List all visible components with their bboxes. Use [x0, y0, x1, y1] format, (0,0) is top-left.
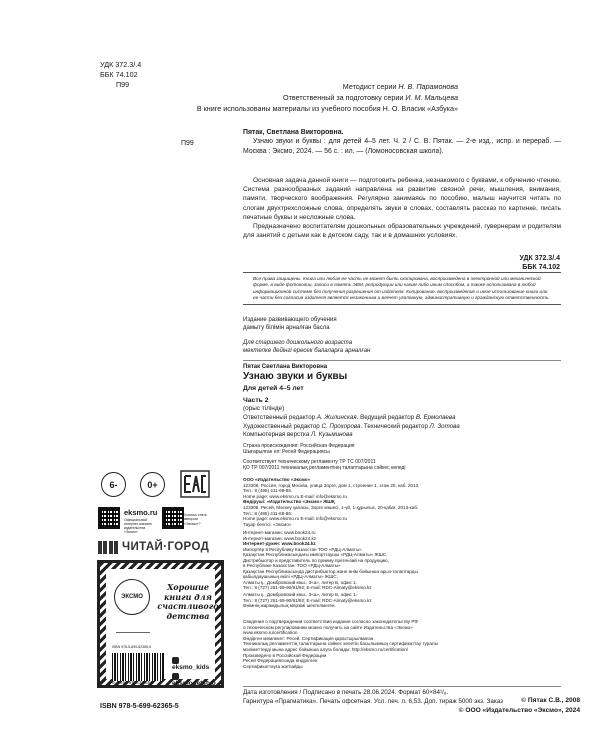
trademark: Тауар белгісі: «Эксмо» — [243, 521, 292, 527]
cert-line: о техническом регулировании можно получить на сайте Издательства «Эксмо» — [243, 624, 413, 630]
publisher-web: Home page: www.eksmo.ru E-mail: info@eksmo.ru — [243, 493, 347, 499]
publisher-web-kz: Home page: www.eksmo.ru E-mail: info@eksmo.ru — [243, 516, 347, 522]
methodist-line: Методист серии Н. В. Парамонова — [342, 82, 458, 91]
copyright-author: © Пятак С.В., 2008 — [521, 697, 580, 704]
country-of-origin — [243, 443, 561, 456]
bbk-code-right: ББК 74.102 — [522, 264, 560, 271]
cert-line: www.eksmo.ru/certification — [243, 630, 298, 636]
almaty-line: Өнімнің жарамдылық мерзімі шектелмеген. — [243, 603, 336, 608]
print-specs: Гарнитура «Прагматика». Печать офсетная. Усл. печ. л. 6,53. Доп. тираж 5000 экз. Заказ — [243, 697, 504, 705]
bibliographic-code: П99 — [181, 140, 194, 147]
distrib-line: қабылдаушының өкілі «РДЦ-Алматы» ЖШС, — [243, 574, 338, 579]
publisher-name-kz: Өндіруші: «Издательство «Эксмо» ЖШҚ — [243, 499, 335, 505]
distrib-line: Импортёр в Республику Казахстан ТОО «РДЦ-Алматы». — [243, 546, 363, 552]
author-qr-label: Хочешь стать автором «Эксмо»? — [184, 513, 207, 526]
distrib-line: Интернет-магазин: www.book24.ru — [243, 530, 316, 535]
tr-kz: ҚО ТР 007/2011 техникалық регламентінің талаптарына сәйкес келеді — [243, 465, 406, 472]
rights-notice-text: Все права защищены. Книга или любая ее часть не может быть скопирована, воспроизведена в электронной или механической форме, в виде фотокопии, записи в память ЭВМ, репродукции или каким-либо иным способом, а также использована в любой информационной системе без получения разрешения от издателя. Копирование, воспроизведение и иное использование книги или ее части без согласия издателя является незаконным и влечет уголовную, административную и гражданскую ответственность. — [253, 276, 550, 300]
isbn-main: ISBN 978-5-699-62365-5 — [100, 703, 179, 710]
cert-line: Сведения о подтверждении соответствия издания согласно законодательству РФ — [243, 619, 418, 624]
copyright-publisher: © ООО «Издательство «Эксмо», 2024 — [458, 707, 580, 714]
edition-ru: Издание развивающего обучения — [243, 317, 337, 323]
book-title: Узнаю звуки и буквы — [243, 371, 348, 382]
bibliographic-record — [181, 128, 561, 156]
tech-regulation — [243, 459, 561, 472]
udk-code-right: УДК 372.3/.4 — [519, 255, 560, 262]
udk-code: УДК 372.3/.4 — [100, 60, 142, 69]
language-note: (орыс тілінде) — [243, 405, 285, 412]
cert-line: Ресей Федерациясында өндірілген — [243, 658, 318, 664]
qr-code-author-icon[interactable] — [162, 507, 184, 529]
good-books-slogan: Хорошие книги для счастливого детства — [157, 582, 219, 621]
qr-code-icon[interactable] — [98, 507, 120, 529]
audience-kz: мектепке дейінгі ересек балаларға арналған — [243, 348, 371, 354]
editors-line-2: Художественный редактор С. Прохорова. Технический редактор Л. Зотова — [243, 422, 460, 430]
rights-notice — [243, 272, 561, 305]
distrib-line: Дистрибьютор и представитель по приему претензий на продукцию, — [243, 557, 389, 563]
almaty-office — [243, 592, 561, 609]
eksmo-kids-social[interactable]: eksmo_kids — [172, 657, 215, 671]
cert-line: мәліметтерді мына адрес бойынша алуға болады: http://eksmo.ru/certification/ — [243, 646, 409, 652]
good-books-box — [97, 560, 224, 688]
edition-kz: дамыту білімін арналған басла — [243, 325, 330, 331]
part-number: Часть 2 — [243, 397, 269, 404]
editors-line-3: Компьютерная верстка Л. Кузьминова — [243, 431, 353, 438]
publisher-name: ООО «Издательство «Эксмо» — [243, 477, 311, 482]
social-icon — [172, 657, 179, 664]
good-books-inner — [106, 569, 219, 688]
copyright-block — [420, 696, 580, 716]
age-rating-0-icon: 0+ — [140, 472, 165, 497]
chitai-gorod-icon — [98, 541, 118, 554]
cert-line: Техникалық регламенттің талаптарына сәйкес келетін басылымның сертификаттау туралы — [243, 641, 438, 647]
isbn-small: ISBN 978-5-699-62365-5 — [112, 645, 152, 649]
materials-line: В книге использованы материалы из учебного пособия Н. О. Власик «Азбука» — [196, 104, 458, 113]
eac-mark-icon — [180, 470, 210, 498]
bibliographic-author: Пятак, Светлана Викторовна. — [243, 129, 344, 136]
age-rating-6-icon: 6- — [101, 472, 126, 497]
annotation-paragraph-1: Основная задача данной книги — подготовить ребенка, незнакомого с буквами, к обучению чтению. Система разнообразных заданий направлена на развитие связной речи, мышления, внимания, памяти, творческого воображения. Регулярно занимаясь по пособию, малыш научится читать по слогам двухтрехсложные слова, определять звуки в словах, составлять рассказ по картинке, писать печатные буквы и несложные слова. — [243, 177, 561, 221]
certification-info — [243, 619, 561, 669]
eksmo-site-description: Официальный интернет-магазин издательства «Эксмо» — [124, 518, 152, 534]
almaty-line: Алматы қ., Домбровский көш., 3«а», литер Б, офис 1. — [243, 592, 357, 597]
tr-ru: Соответствует техническому регламенту ТР ТС 007/2011 — [243, 459, 376, 465]
cert-line: Сертификаттауға жатпайды — [243, 663, 303, 669]
print-date: Дата изготовления / Подписано в печать 28.06.2024. Формат 60×84¹/₈. — [243, 689, 449, 696]
chitai-gorod-logo — [98, 538, 218, 556]
publisher-phone: Тел.: 8 (495) 411-68-86. — [243, 488, 293, 494]
distributor-info — [243, 530, 561, 591]
distrib-line: в Республике Казахстан: ТОО «РДЦ-Алматы» — [243, 563, 341, 568]
age-subtitle: Для детей 4–5 лет — [243, 385, 304, 392]
barcode-number: 9 785699 623655 — [112, 681, 154, 686]
eksmodetstvo-social[interactable]: eksmodetstvo — [172, 673, 216, 687]
distrib-line: Қазақстан Республикасында дистрибьютор және өнім бойынша арыз-талаптарды — [243, 568, 418, 574]
author-name: Пятак Светлана Викторовна — [243, 360, 561, 371]
author-mark: П99 — [116, 80, 130, 89]
distrib-line: Қазақстан Республикасындағы импорттаушы «РДЦ-Алматы» ЖШС. — [243, 552, 388, 557]
publisher-address: 123308, Россия, город Москва, улица Зорге, дом 1, строение 1, этаж 20, каб. 2013. — [243, 482, 420, 488]
distrib-line: Интернет-дүкен: www.book24.kz — [243, 541, 316, 546]
barcode-icon — [112, 653, 164, 681]
distrib-line: Алматы қ., Домбровский көш., 3«а», литер Б, офис 1. — [243, 579, 357, 585]
origin-kz: Шығарылған ел: Ресей Федерациясы — [243, 449, 330, 456]
eksmo-logo-icon: ЭКСМО — [114, 579, 150, 615]
editors-line-1: Ответственный редактор А. Жилинская. Ведущий редактор В. Ермолаева — [243, 414, 456, 421]
annotation-paragraph-2: Предназначено воспитателям дошкольных образовательных учреждений, гувернерам и родителям для занятий с детьми как в детском саду, так и в домашних условиях. — [243, 223, 561, 240]
edition-type — [243, 316, 543, 332]
publisher-phone-kz: Тел.: 8 (495) 411-68-86. — [243, 510, 293, 516]
series-credits — [148, 81, 458, 114]
origin-ru: Страна происхождения: Российская Федерация — [243, 443, 355, 449]
audience — [243, 339, 543, 355]
bbk-code: ББК 74.102 — [100, 70, 138, 79]
cert-line: Өндірген мемлекет: Ресей. Сертификация қарастырылмаған — [243, 635, 374, 641]
eksmo-site-label[interactable]: eksmo.ru — [124, 508, 158, 517]
almaty-line: Тел.: 8 (727) 251-59-90/91/92; E-mail: RDC-Almaty@eksmo.kz — [243, 597, 372, 603]
child-illustration-icon — [116, 615, 150, 633]
publisher-address-kz: 123308, Ресей, Мәскеу қаласы, Зорге көшесі, 1-үй, 1-құрылыс, 20-қабат, 2013-каб. — [243, 504, 419, 510]
distrib-line: Тел.: 8 (727) 251-59-90/91/92; E-mail: RDC-Almaty@eksmo.kz — [243, 585, 372, 590]
cert-line: Произведено в Российской Федерации — [243, 652, 327, 658]
social-icon — [172, 673, 179, 680]
udk-right-block — [485, 254, 560, 272]
publisher-info — [243, 477, 561, 527]
chitai-gorod-text: ЧИТАЙ·ГОРОД — [122, 541, 210, 553]
bibliographic-text: Узнаю звуки и буквы : для детей 4–5 лет. Ч. 2 / С. В. Пятак. — 2-е изд., испр. и перераб. — Москва : Эксмо, 2024. — 56 с. : ил. — (Ломоносовская школа). — [243, 138, 561, 155]
editors — [243, 414, 561, 440]
annotation — [243, 176, 561, 240]
audience-ru: Для старшего дошкольного возраста — [243, 340, 353, 346]
responsible-line: Ответственный за подготовку серии И. М. Мальцева — [283, 93, 458, 102]
distrib-line: Интернет-магазин: www.book24.kz — [243, 535, 317, 541]
